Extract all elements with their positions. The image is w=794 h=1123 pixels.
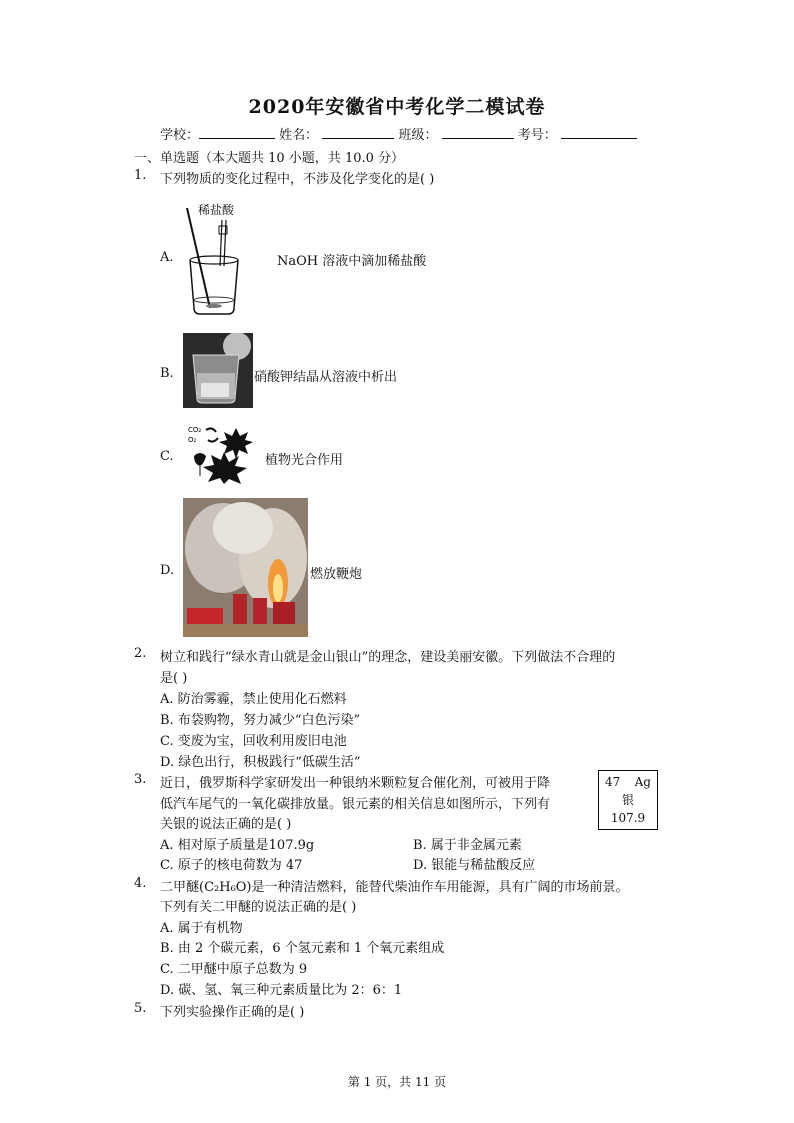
firecracker-photo <box>183 498 308 637</box>
q1-option-d-text: 燃放鞭炮 <box>310 567 363 582</box>
class-blank <box>442 126 514 139</box>
question-3-stem-line1: 近日，俄罗斯科学家研发出一种银纳米颗粒复合催化剂，可被用于降 <box>160 776 551 791</box>
q1-option-c-label: C. <box>160 449 174 464</box>
question-2-stem-line1: 树立和践行“绿水青山就是金山银山”的理念，建设美丽安徽。下列做法不合理的 <box>160 650 616 665</box>
q3-option-d: D. 银能与稀盐酸反应 <box>413 858 536 873</box>
question-1-number: 1. <box>134 168 147 183</box>
element-name: 银 <box>621 793 634 807</box>
school-label: 学校： <box>160 128 200 143</box>
q1-option-d-label: D. <box>160 563 175 578</box>
question-5-stem: 下列实验操作正确的是( ) <box>160 1005 305 1020</box>
q3-option-b: B. 属于非金属元素 <box>413 838 522 853</box>
school-blank <box>199 126 275 139</box>
q1-option-b-text: 硝酸钾结晶从溶液中析出 <box>254 370 398 385</box>
q3-option-a: A. 相对原子质量是107.9g <box>160 838 315 853</box>
crystallization-photo <box>183 333 253 408</box>
question-3-number: 3. <box>134 772 147 787</box>
q4-option-c: C. 二甲醚中原子总数为 9 <box>160 962 308 977</box>
question-4-stem-line2: 下列有关二甲醚的说法正确的是( ) <box>160 900 357 915</box>
student-info-row <box>160 124 637 143</box>
section-heading: 一、单选题（本大题共 10 小题，共 10.0 分） <box>134 151 405 166</box>
q1-option-c-text: 植物光合作用 <box>265 453 344 468</box>
q4-option-b: B. 由 2 个碳元素，6 个氢元素和 1 个氧元素组成 <box>160 941 445 956</box>
question-3-stem-line3: 关银的说法正确的是( ) <box>160 817 292 832</box>
question-1-stem: 下列物质的变化过程中，不涉及化学变化的是( ) <box>160 172 435 187</box>
question-2-stem-line2: 是( ) <box>160 671 188 686</box>
atomic-number: 47 <box>605 775 621 789</box>
q1-option-a-label: A. <box>160 250 174 265</box>
atomic-mass: 107.9 <box>610 811 646 825</box>
number-blank <box>561 126 637 139</box>
svg-text:O₂: O₂ <box>188 436 197 444</box>
q2-option-c: C. 变废为宝，回收利用废旧电池 <box>160 734 347 749</box>
question-4-stem-line1: 二甲醚(C₂H₆O)是一种清洁燃料，能替代柴油作车用能源，具有广阔的市场前景。 <box>160 880 629 895</box>
question-3-stem-line2: 低汽车尾气的一氧化碳排放量。银元素的相关信息如图所示，下列有 <box>160 797 551 812</box>
q2-option-d: D. 绿色出行，积极践行“低碳生活” <box>160 755 361 770</box>
question-5-number: 5. <box>134 1001 147 1016</box>
class-label: 班级： <box>398 128 438 143</box>
number-label: 考号： <box>517 128 557 143</box>
beaker-dropper-image <box>180 196 252 320</box>
q1-option-b-label: B. <box>160 366 174 381</box>
page-footer: 第 1 页，共 11 页 <box>347 1075 447 1089</box>
q2-option-a: A. 防治雾霾，禁止使用化石燃料 <box>160 692 347 707</box>
q4-option-a: A. 属于有机物 <box>160 921 243 936</box>
element-symbol: Ag <box>634 775 651 789</box>
photosynthesis-leaves-image <box>184 422 260 484</box>
q3-option-c: C. 原子的核电荷数为 47 <box>160 858 303 873</box>
name-blank <box>322 126 394 139</box>
q2-option-b: B. 布袋购物，努力减少“白色污染” <box>160 713 361 728</box>
name-label: 姓名： <box>279 128 319 143</box>
dilute-hcl-label: 稀盐酸 <box>198 203 235 217</box>
question-2-number: 2. <box>134 646 147 661</box>
silver-element-card <box>598 770 658 830</box>
page-title: 2020年安徽省中考化学二模试卷 <box>248 96 546 118</box>
q4-option-d: D. 碳、氢、氧三种元素质量比为 2：6：1 <box>160 983 403 998</box>
question-4-number: 4. <box>134 876 147 891</box>
q1-option-a-text: NaOH 溶液中滴加稀盐酸 <box>277 254 427 269</box>
svg-text:CO₂: CO₂ <box>188 426 202 434</box>
